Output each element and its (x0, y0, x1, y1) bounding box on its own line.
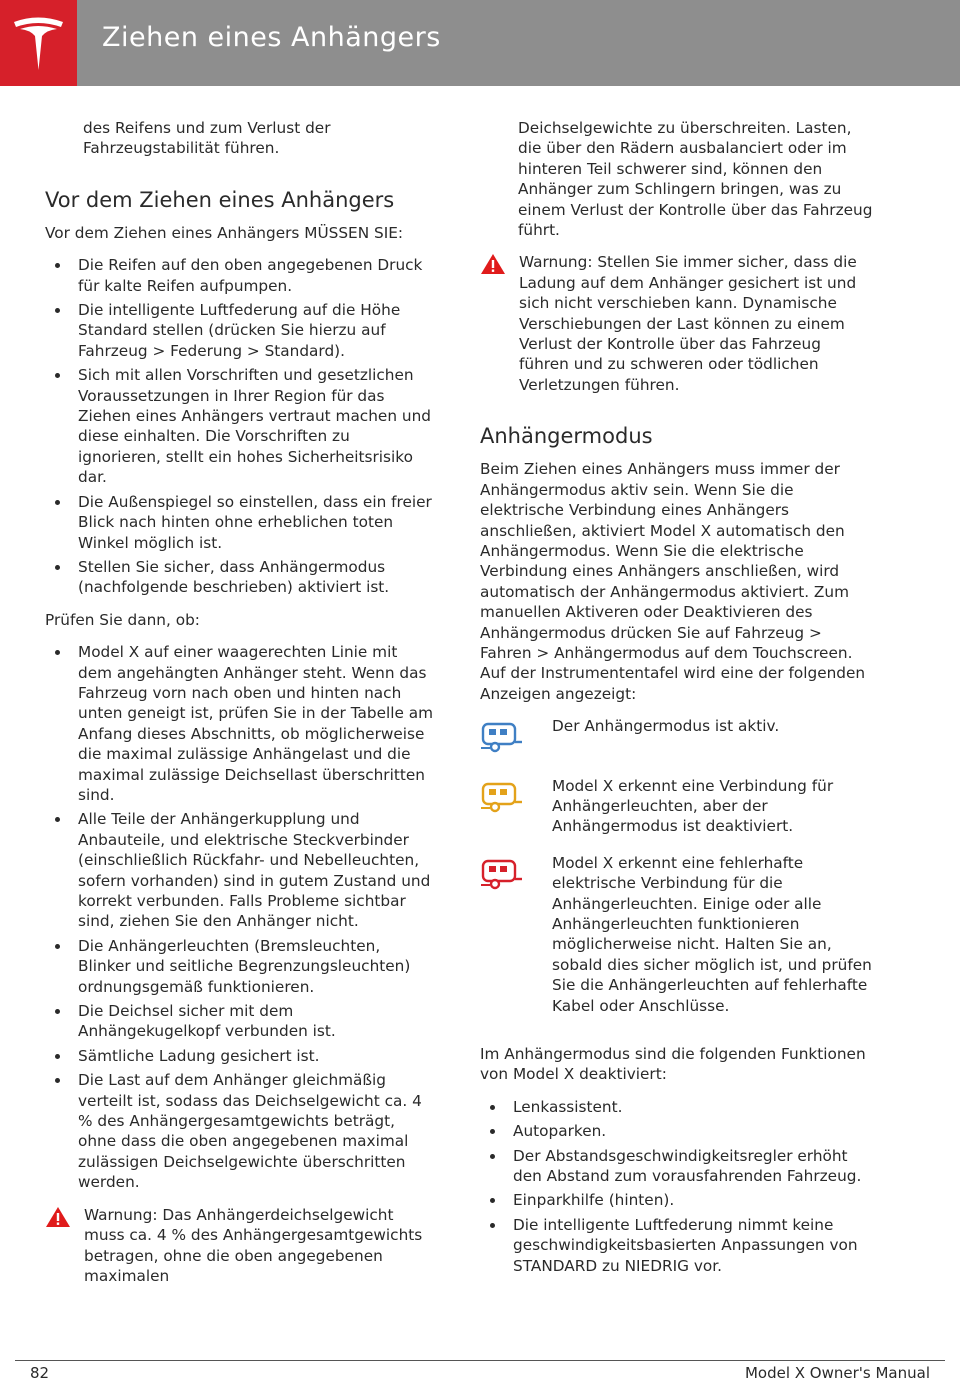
warning-load-secure (480, 252, 875, 395)
list-item: Alle Teile der Anhängerkupplung und Anbauteile, und elektrische Steckverbinder (einschließlich Rückfahr- und Nebelleuchten, sofern vorhanden) sind in gutem Zustand und korrekt verbunden. Falls Probleme sichtbar sind, ziehen Sie den Anhänger nicht. (45, 809, 435, 931)
trailer-icon (480, 782, 524, 814)
list-item: Die Last auf dem Anhänger gleichmäßig verteilt ist, sodass das Deichselgewicht ca. 4 % des Anhängergesamtgewichts beträgt, ohne dass die oben angegebenen maximal zulässigen Deichselgewichte überschritten werden. (45, 1070, 435, 1192)
trailer-lights-detected-row (480, 776, 875, 837)
list-item: Stellen Sie sicher, dass Anhängermodus (nachfolgende beschrieben) aktiviert ist. (45, 557, 435, 598)
list-item: Die Außenspiegel so einstellen, dass ein freier Blick nach hinten ohne erheblichen toten Winkel möglich ist. (45, 492, 435, 553)
warning-triangle-icon (45, 1206, 71, 1228)
section-heading-before-towing: Vor dem Ziehen eines Anhängers (45, 187, 395, 212)
list-item: Die Reifen auf den oben angegebenen Druck für kalte Reifen aufpumpen. (45, 255, 435, 296)
section-heading-trailer-mode: Anhängermodus (480, 424, 653, 449)
disabled-intro: Im Anhängermodus sind die folgenden Funktionen von Model X deaktiviert: (480, 1045, 866, 1084)
list-item: Einparkhilfe (hinten). (480, 1190, 875, 1210)
must-intro: Vor dem Ziehen eines Anhängers MÜSSEN SIE: (45, 223, 404, 242)
list-item: Die intelligente Luftfederung auf die Höhe Standard stellen (drücken Sie hierzu auf Fahrzeug > Federung > Standard). (45, 300, 435, 361)
page-number: 82 (30, 1364, 50, 1382)
warning-tongue-weight (45, 1205, 435, 1287)
trailer-icon (480, 859, 524, 891)
disabled-features-list (480, 1097, 875, 1276)
tesla-logo-icon (13, 14, 64, 72)
warning-text: Warnung: Das Anhängerdeichselgewicht muss ca. 4 % des Anhängergesamtgewichts betragen, ohne die oben angegebenen maximalen (84, 1205, 423, 1285)
mode-description: Der Anhängermodus ist aktiv. (552, 717, 780, 736)
trailer-fault-row (480, 853, 875, 1016)
brand-logo (0, 0, 77, 86)
mode-description: Model X erkennt eine fehlerhafte elektrische Verbindung für die Anhängerleuchten. Einige oder alle Anhängerleuchten funktionieren möglicherweise nicht. Halten Sie an, sobald dies sicher möglich ist, und prüfen Sie die Anhängerleuchten auf fehlerhafte Kabel oder Anschlüsse. (552, 853, 872, 1015)
check-list (45, 642, 435, 1193)
list-item: Die Anhängerleuchten (Bremsleuchten, Blinker und seitliche Begrenzungsleuchten) ordnungsgemäß funktionieren. (45, 936, 435, 997)
continued-text: Deichselgewichte zu überschreiten. Lasten, die über den Rädern ausbalanciert oder im hinteren Teil schwerer sind, können den Anhänger zum Schlingern bringen, was zu einem Verlust der Kontrolle über das Fahrzeug führt. (518, 119, 873, 240)
manual-title: Model X Owner's Manual (744, 1364, 930, 1382)
intro-text: des Reifens und zum Verlust der Fahrzeugstabilität führen. (83, 119, 331, 158)
warning-text: Warnung: Stellen Sie immer sicher, dass die Ladung auf dem Anhänger gesichert ist und sich nicht verschieben kann. Dynamische Verschiebungen der Last können zu einem Verlust der Kontrolle über das Fahrzeug führen und zu schweren oder tödlichen Verletzungen führen. (519, 253, 857, 394)
page-header (0, 0, 960, 86)
list-item: Sich mit allen Vorschriften und gesetzlichen Voraussetzungen in Ihrer Region für das Ziehen eines Anhängers vertraut machen und diese einhalten. Die Vorschriften zu ignorieren, stellt ein hohes Sicherheitsrisiko dar. (45, 365, 435, 487)
footer-divider (15, 1360, 945, 1361)
list-item: Der Abstandsgeschwindigkeitsregler erhöht den Abstand zum vorausfahrenden Fahrzeug. (480, 1146, 875, 1187)
list-item: Die Deichsel sicher mit dem Anhängekugelkopf verbunden ist. (45, 1001, 435, 1042)
list-item: Autoparken. (480, 1121, 875, 1141)
mode-description: Model X erkennt eine Verbindung für Anhängerleuchten, aber der Anhängermodus ist deaktiviert. (552, 776, 834, 836)
check-intro: Prüfen Sie dann, ob: (45, 610, 200, 629)
left-column (45, 118, 435, 1300)
right-column (480, 118, 875, 1288)
warning-triangle-icon (480, 253, 506, 275)
must-list (45, 255, 435, 598)
trailer-icon (480, 722, 524, 754)
trailer-mode-paragraph: Beim Ziehen eines Anhängers muss immer der Anhängermodus aktiv sein. Wenn Sie die elektrische Verbindung eines Anhängers anschließen, aktiviert Model X automatisch den Anhängermodus. Wenn Sie die elektrische Verbindung eines Anhängers anschließen, wird automatisch der Anhängermodus aktiviert. Zum manuellen Aktiveren oder Deaktivieren des Anhängermodus drücken Sie auf Fahrzeug > Fahren > Anhängermodus auf dem Touchscreen. Auf der Instrumententafel wird eine der folgenden Anzeigen angezeigt: (480, 460, 866, 703)
list-item: Sämtliche Ladung gesichert ist. (45, 1046, 435, 1066)
list-item: Die intelligente Luftfederung nimmt keine geschwindigkeitsbasierten Anpassungen von STANDARD zu NIEDRIG vor. (480, 1215, 875, 1276)
trailer-mode-active-row (480, 716, 875, 759)
list-item: Lenkassistent. (480, 1097, 875, 1117)
list-item: Model X auf einer waagerechten Linie mit dem angehängten Anhänger steht. Wenn das Fahrzeug vorn nach oben und hinten nach unten geneigt ist, prüfen Sie in der Tabelle am Anfang dieses Abschnitts, ob möglicherweise die maximal zulässige Anhängelast und die maximal zulässige Deichsellast überschritten sind. (45, 642, 435, 805)
page-title: Ziehen eines Anhängers (102, 22, 441, 53)
